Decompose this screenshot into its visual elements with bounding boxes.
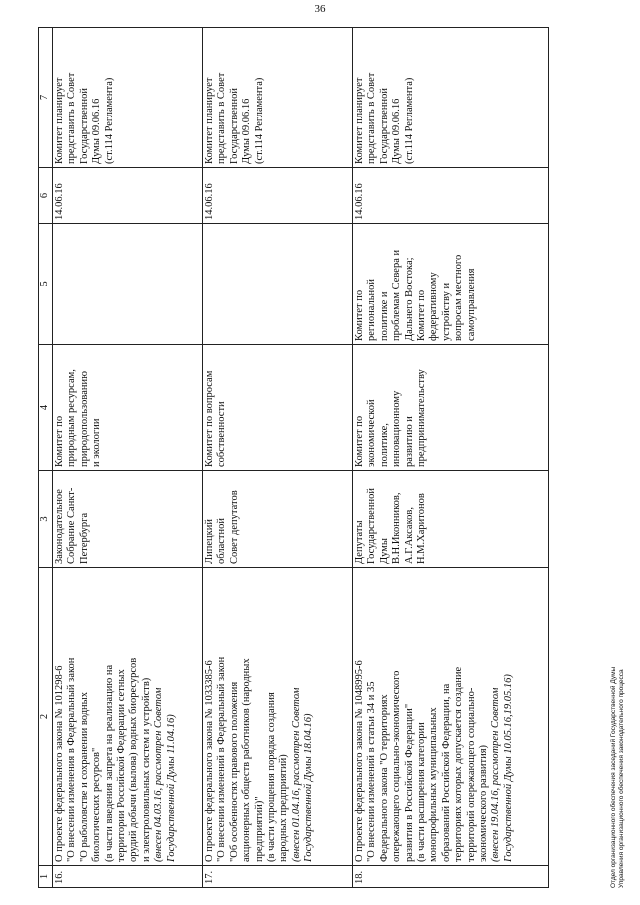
committee-line: политике, <box>378 423 390 467</box>
bill-note-line: Государственной Думы 18.04.16) <box>303 713 315 862</box>
committee-line: собственности <box>216 401 228 467</box>
row-number-cell <box>53 866 203 888</box>
date-value: 14.06.16 <box>354 183 365 220</box>
committee-line: развитию и <box>403 416 415 467</box>
committee-cell <box>53 345 203 471</box>
bill-note-line: Государственной Думы 10.05.16,19.05.16) <box>502 674 514 862</box>
bill-text-line: предприятий)" <box>253 796 265 862</box>
committee-line: Комитет по <box>54 415 65 467</box>
initiator-line: Законодательное <box>54 489 65 564</box>
bill-note-line: Государственной Думы 11.04.16) <box>165 714 177 862</box>
bill-text-line: О проекте федерального закона № 1033385-6 <box>204 660 215 862</box>
bill-text-line: экономического развития) <box>478 744 490 862</box>
date-value: 14.06.16 <box>204 183 215 220</box>
plan-line: Думы 09.06.16 <box>391 98 403 164</box>
bill-text-line: территории Российской Федерации сетных <box>116 669 128 862</box>
date-cell <box>353 168 549 224</box>
bill-note-line: (внесен 04.03.16, рассмотрен Советом <box>153 687 165 862</box>
plan-line: представить в Совет <box>366 72 378 164</box>
bill-text-line: акционерных обществ работников (народных <box>241 658 253 862</box>
co-committee-line: Дальнего Востока; <box>403 257 415 341</box>
row-number-cell <box>353 866 549 888</box>
bill-note-line: (внесен 19.04.16, рассмотрен Советом <box>490 687 502 862</box>
committee-cell <box>203 345 353 471</box>
co-committee-line: проблемам Севера и <box>391 249 403 341</box>
date-cell <box>203 168 353 224</box>
initiator-line: Депутаты <box>354 520 365 564</box>
bill-text-line: О проекте федерального закона № 1048995-6 <box>354 660 365 862</box>
co-committee-line: региональной <box>366 279 378 341</box>
initiator-line: Совет депутатов <box>228 490 240 564</box>
plan-line: представить в Совет <box>216 72 228 164</box>
plan-line: представить в Совет <box>66 72 78 164</box>
initiator-line: Собрание Санкт- <box>66 487 78 564</box>
plan-line: Государственной <box>378 88 390 164</box>
committee-line: и экологии <box>91 418 103 467</box>
bill-text-line: "О рыболовстве и сохранении водных <box>78 692 90 862</box>
initiator-line: В.Н.Иконников, <box>391 492 403 564</box>
footer <box>610 667 626 888</box>
committee-line: природным ресурсам, <box>66 369 78 467</box>
bill-text-line: и электроловильных систем и устройств) <box>140 677 152 862</box>
committee-line: инновационному <box>391 390 403 467</box>
table-row <box>353 28 549 888</box>
header-row <box>39 28 53 888</box>
bill-text-line: территорий опережающего социально- <box>465 687 477 862</box>
footer-line: Отдел организационного обеспечения заседаний Государственной Думы <box>610 666 617 888</box>
committee-cell <box>353 345 549 471</box>
co-committee-line: самоуправления <box>465 268 477 341</box>
plan-line: Комитет планирует <box>354 77 365 164</box>
bill-text-line: "О внесении изменения в Федеральный закон <box>66 657 78 862</box>
bill-text-line: "О внесении изменений в статьи 34 и 35 <box>366 681 378 862</box>
initiator-line: А.Г.Аксаков, <box>403 507 415 564</box>
co-committee-line: вопросам местного <box>453 254 465 341</box>
co-committee-cell <box>53 224 203 345</box>
initiator-line: Думы <box>378 538 390 564</box>
plan-line: Государственной <box>228 88 240 164</box>
co-committee-cell <box>203 224 353 345</box>
co-committee-cell <box>353 224 549 345</box>
plan-line: (ст.114 Регламента) <box>253 77 265 164</box>
row-number: 17. <box>204 870 215 884</box>
plan-line: Думы 09.06.16 <box>91 98 103 164</box>
table-body <box>53 28 549 888</box>
plan-cell <box>353 28 549 168</box>
initiator-line: Государственной <box>366 488 378 564</box>
bill-text-line: (в части упрощения порядка создания <box>266 692 278 862</box>
bill-text-line: О проекте федерального закона № 101298-6 <box>54 665 65 862</box>
committee-line: Комитет по вопросам <box>204 370 215 467</box>
bills-table <box>38 27 549 888</box>
page-number: 36 <box>314 3 326 15</box>
co-committee-line: Комитет по <box>416 289 428 341</box>
table-row <box>53 28 203 888</box>
bill-text-line: Федерального закона "О территориях <box>378 694 390 862</box>
plan-line: Государственной <box>78 88 90 164</box>
co-committee-line: устройству и <box>440 282 452 341</box>
initiator-cell <box>353 471 549 568</box>
bill-text-line: народных предприятий) <box>278 754 290 862</box>
row-number: 16. <box>54 870 65 884</box>
column-header-7: 7 <box>39 28 53 168</box>
column-header-1: 1 <box>39 866 53 888</box>
bill-cell <box>53 568 203 866</box>
co-committee-line: Комитет по <box>354 289 365 341</box>
bill-note-line: (внесен 01.04.16, рассмотрен Советом <box>290 687 302 862</box>
bill-text-line: опережающего социально-экономического <box>391 670 403 862</box>
date-cell <box>53 168 203 224</box>
column-header-4: 4 <box>39 345 53 471</box>
date-value: 14.06.16 <box>54 183 65 220</box>
bill-text-line: образований Российской Федерации, на <box>440 683 452 862</box>
initiator-line: Липецкий областной <box>204 518 228 564</box>
bill-text-line: территориях которых допускается создание <box>453 666 465 862</box>
bill-cell <box>353 568 549 866</box>
co-committee-line: политике и <box>378 291 390 341</box>
column-header-2: 2 <box>39 568 53 866</box>
footer-line: Управления организационного обеспечения законодательного процесса <box>618 669 625 888</box>
bill-text-line: орудий добычи (вылова) водных биоресурсов <box>128 657 140 862</box>
column-header-3: 3 <box>39 471 53 568</box>
plan-line: (ст.114 Регламента) <box>403 77 415 164</box>
committee-line: экономической <box>366 399 378 467</box>
committee-line: предпринимательству <box>416 369 428 467</box>
committee-line: Комитет по <box>354 415 365 467</box>
bill-text-line: "О внесении изменений в Федеральный закон <box>216 656 228 862</box>
initiator-line: Петербурга <box>78 512 90 564</box>
plan-line: Думы 09.06.16 <box>241 98 253 164</box>
committee-line: природопользованию <box>78 371 90 467</box>
bill-text-line: биологических ресурсов" <box>91 747 103 862</box>
column-header-6: 6 <box>39 168 53 224</box>
bill-text-line: развития в Российской Федерации" <box>403 703 415 862</box>
bill-cell <box>203 568 353 866</box>
row-number: 18. <box>354 870 365 884</box>
column-header-5: 5 <box>39 224 53 345</box>
bill-text-line: монопрофильных муниципальных <box>428 707 440 862</box>
table-row <box>203 28 353 888</box>
plan-cell <box>53 28 203 168</box>
rotated-page <box>20 28 625 888</box>
plan-line: Комитет планирует <box>204 77 215 164</box>
row-number-cell <box>203 866 353 888</box>
plan-line: (ст.114 Регламента) <box>103 77 115 164</box>
initiator-cell <box>53 471 203 568</box>
plan-line: Комитет планирует <box>54 77 65 164</box>
bill-text-line: (в части расширения категории <box>416 722 428 862</box>
plan-cell <box>203 28 353 168</box>
co-committee-line: федеративному <box>428 272 440 341</box>
initiator-line: Н.М.Харитонов <box>416 493 428 564</box>
bill-text-line: (в части введения запрета на реализацию на <box>103 664 115 862</box>
initiator-cell <box>203 471 353 568</box>
bill-text-line: "Об особенностях правового положения <box>228 681 240 862</box>
